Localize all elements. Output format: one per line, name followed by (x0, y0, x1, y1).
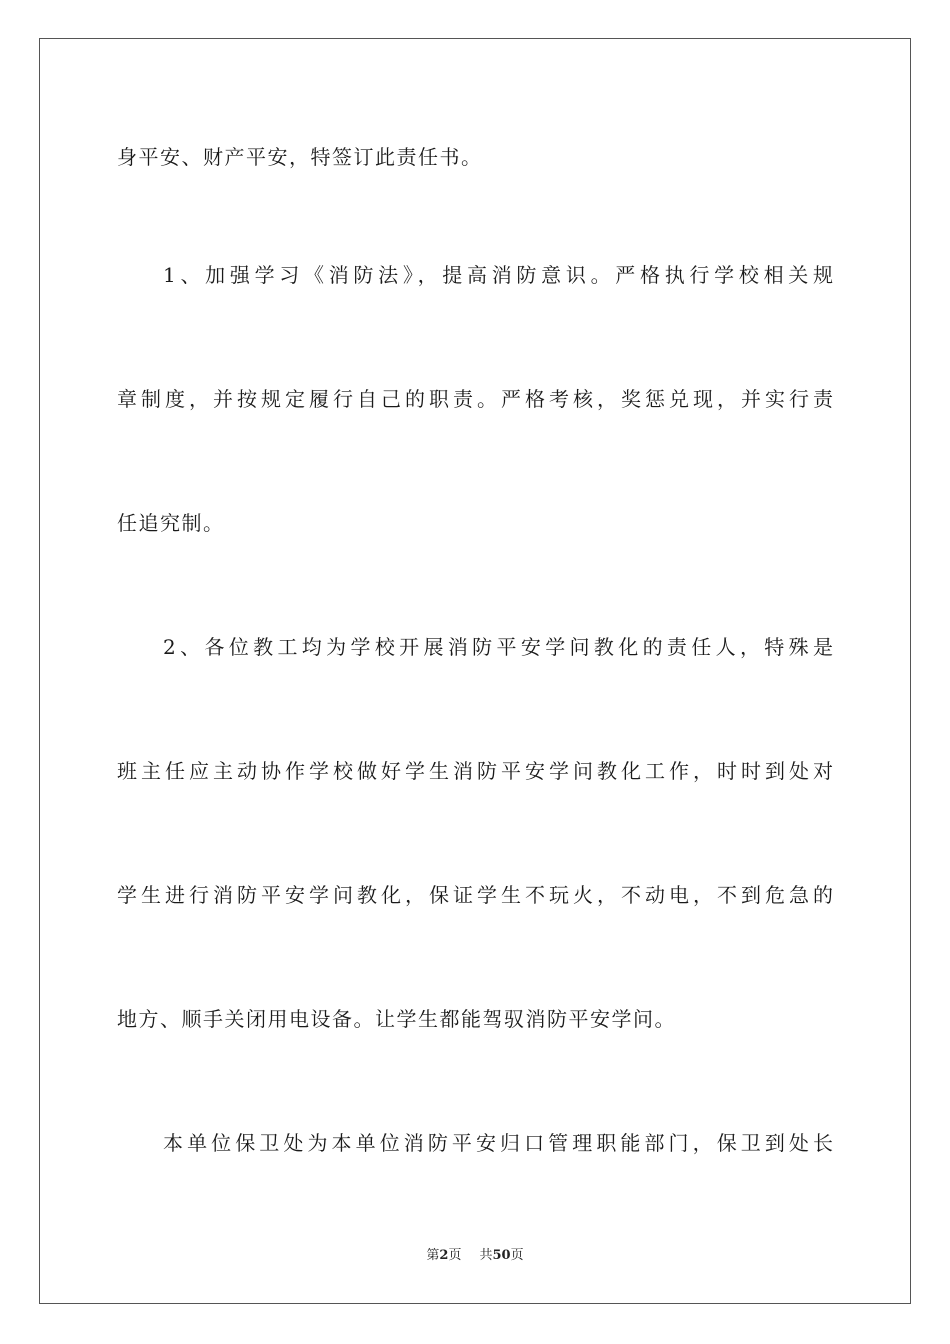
text-line-6: 班主任应主动协作学校做好学生消防平安学问教化工作，时时到处对 (117, 759, 833, 783)
total-pages: 50 (492, 1248, 511, 1263)
text-line-5: 2、各位教工均为学校开展消防平安学问教化的责任人，特殊是 (163, 635, 833, 659)
text-line-1: 身平安、财产平安，特签订此责任书。 (117, 145, 483, 169)
text-line-8: 地方、顺手关闭用电设备。让学生都能驾驭消防平安学问。 (117, 1007, 676, 1031)
total-prefix: 共 (479, 1248, 493, 1263)
page-frame (39, 38, 911, 1304)
text-line-4: 任追究制。 (117, 511, 225, 535)
text-line-9: 本单位保卫处为本单位消防平安归口管理职能部门，保卫到处长 (163, 1131, 833, 1155)
page-prefix: 第 (426, 1248, 440, 1263)
text-line-2: 1、加强学习《消防法》，提高消防意识。严格执行学校相关规 (163, 263, 833, 287)
page-suffix: 页 (448, 1248, 462, 1263)
page-footer (0, 1248, 950, 1264)
text-line-7: 学生进行消防平安学问教化，保证学生不玩火，不动电，不到危急的 (117, 883, 833, 907)
page-number: 2 (439, 1248, 449, 1263)
text-line-3: 章制度，并按规定履行自己的职责。严格考核，奖惩兑现，并实行责 (117, 387, 833, 411)
total-suffix: 页 (510, 1248, 524, 1263)
